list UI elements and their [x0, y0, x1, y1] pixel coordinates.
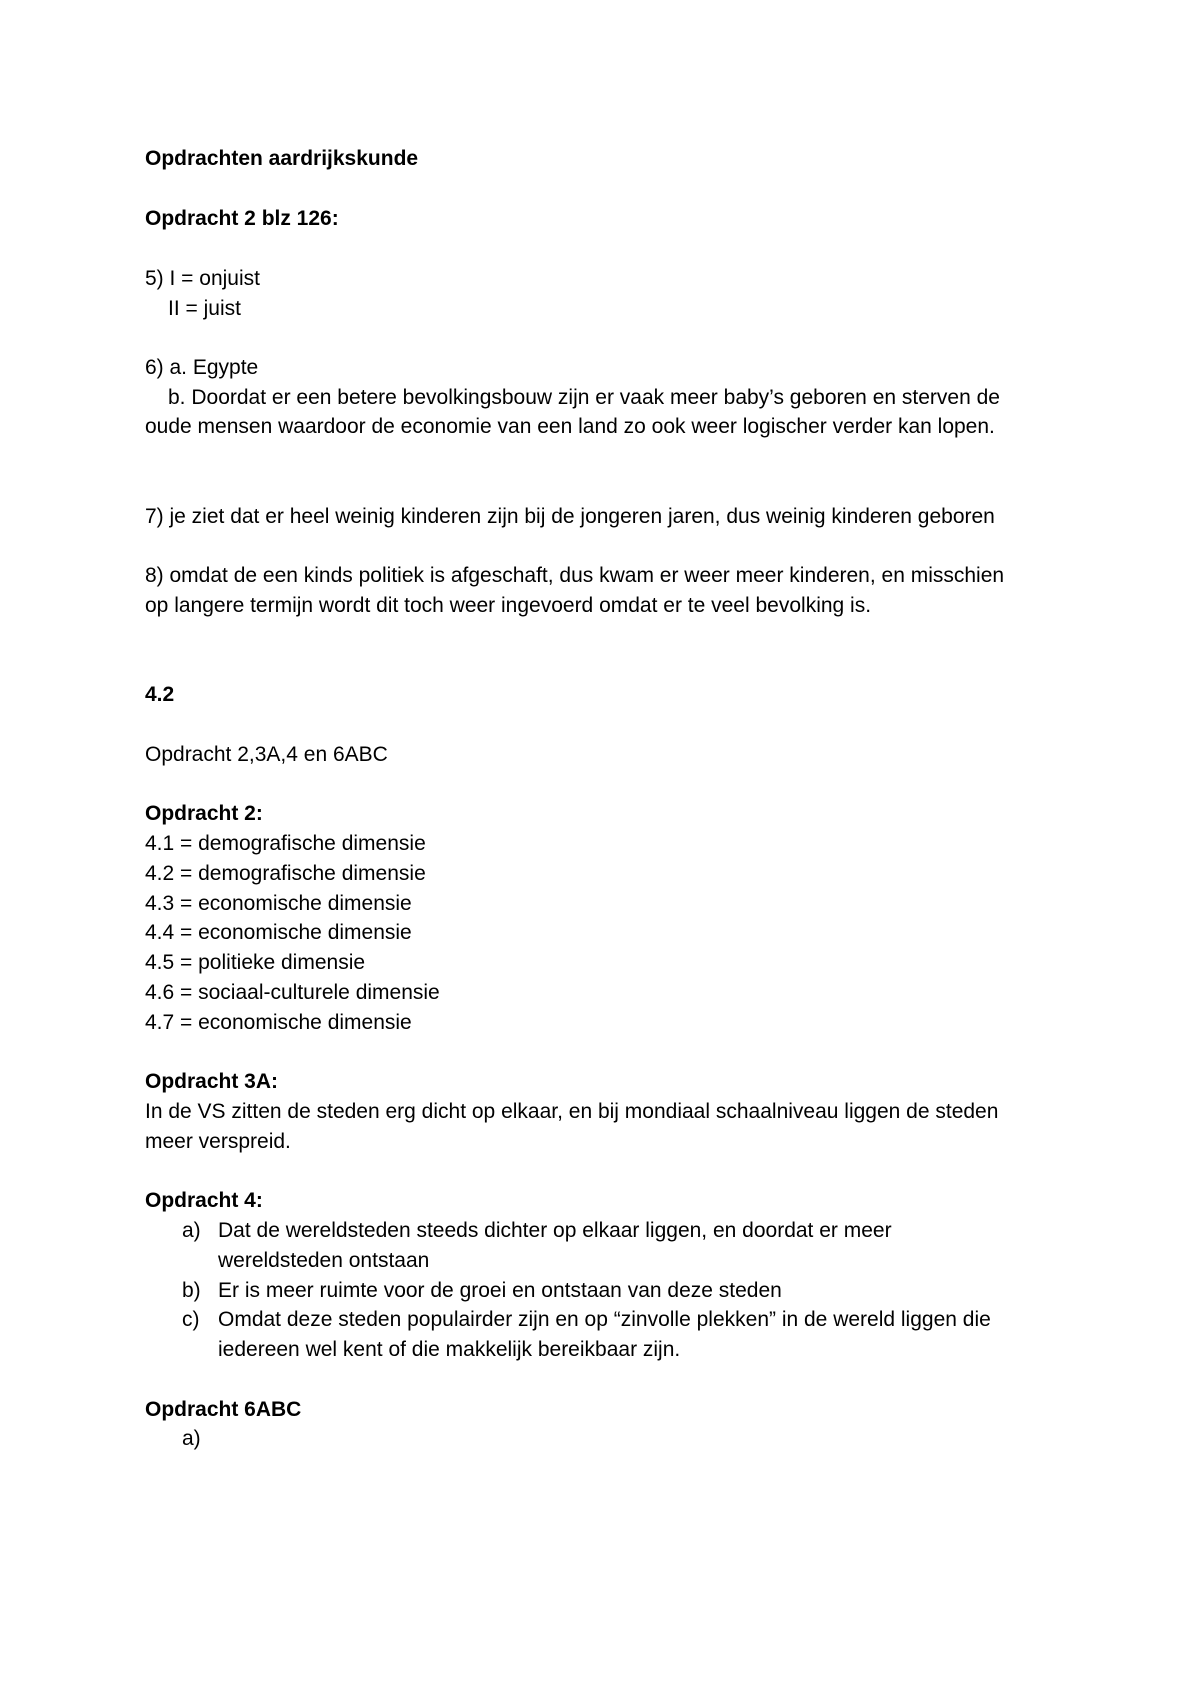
opdracht-2-heading: Opdracht 2: [145, 802, 263, 825]
list-item: 4.4 = economische dimensie [145, 921, 412, 944]
opdracht-4c-line-1: Omdat deze steden populairder zijn en op “zinvolle plekken” in de wereld liggen die [218, 1308, 991, 1331]
list-marker-a: a) [182, 1219, 201, 1242]
opdracht-3a-heading: Opdracht 3A: [145, 1070, 279, 1093]
answer-7: 7) je ziet dat er heel weinig kinderen zijn bij de jongeren jaren, dus weinig kinderen geboren [145, 505, 995, 528]
section-heading: Opdracht 2 blz 126: [145, 207, 339, 230]
list-item: 4.3 = economische dimensie [145, 892, 412, 915]
answer-6-line-1: 6) a. Egypte [145, 356, 259, 379]
chapter-subtitle: Opdracht 2,3A,4 en 6ABC [145, 743, 388, 766]
answer-5-line-1: 5) I = onjuist [145, 267, 260, 290]
opdracht-4a-line-1: Dat de wereldsteden steeds dichter op elkaar liggen, en doordat er meer [218, 1219, 892, 1242]
opdracht-6abc-heading: Opdracht 6ABC [145, 1398, 302, 1421]
list-marker-b: b) [182, 1279, 201, 1302]
answer-8-line-2: op langere termijn wordt dit toch weer ingevoerd omdat er te veel bevolking is. [145, 594, 872, 617]
list-item: 4.6 = sociaal-culturele dimensie [145, 981, 440, 1004]
answer-5-line-2: II = juist [168, 297, 241, 320]
answer-6-line-3: oude mensen waardoor de economie van een land zo ook weer logischer verder kan lopen. [145, 415, 995, 438]
opdracht-4c-line-2: iedereen wel kent of die makkelijk bereikbaar zijn. [218, 1338, 681, 1361]
list-item: 4.2 = demografische dimensie [145, 862, 426, 885]
answer-8-line-1: 8) omdat de een kinds politiek is afgeschaft, dus kwam er weer meer kinderen, en misschien [145, 564, 1005, 587]
list-item: 4.7 = economische dimensie [145, 1011, 412, 1034]
list-marker-a: a) [182, 1427, 201, 1450]
list-marker-c: c) [182, 1308, 200, 1331]
opdracht-3a-line-2: meer verspreid. [145, 1130, 291, 1153]
answer-6-line-2: b. Doordat er een betere bevolkingsbouw zijn er vaak meer baby’s geboren en sterven de [168, 386, 1000, 409]
document-title: Opdrachten aardrijkskunde [145, 147, 419, 170]
list-item: 4.5 = politieke dimensie [145, 951, 366, 974]
opdracht-4-heading: Opdracht 4: [145, 1189, 263, 1212]
opdracht-4a-line-2: wereldsteden ontstaan [218, 1249, 430, 1272]
opdracht-4b-line-1: Er is meer ruimte voor de groei en ontstaan van deze steden [218, 1279, 782, 1302]
chapter-heading: 4.2 [145, 683, 175, 706]
list-item: 4.1 = demografische dimensie [145, 832, 426, 855]
opdracht-3a-line-1: In de VS zitten de steden erg dicht op elkaar, en bij mondiaal schaalniveau liggen de steden [145, 1100, 999, 1123]
